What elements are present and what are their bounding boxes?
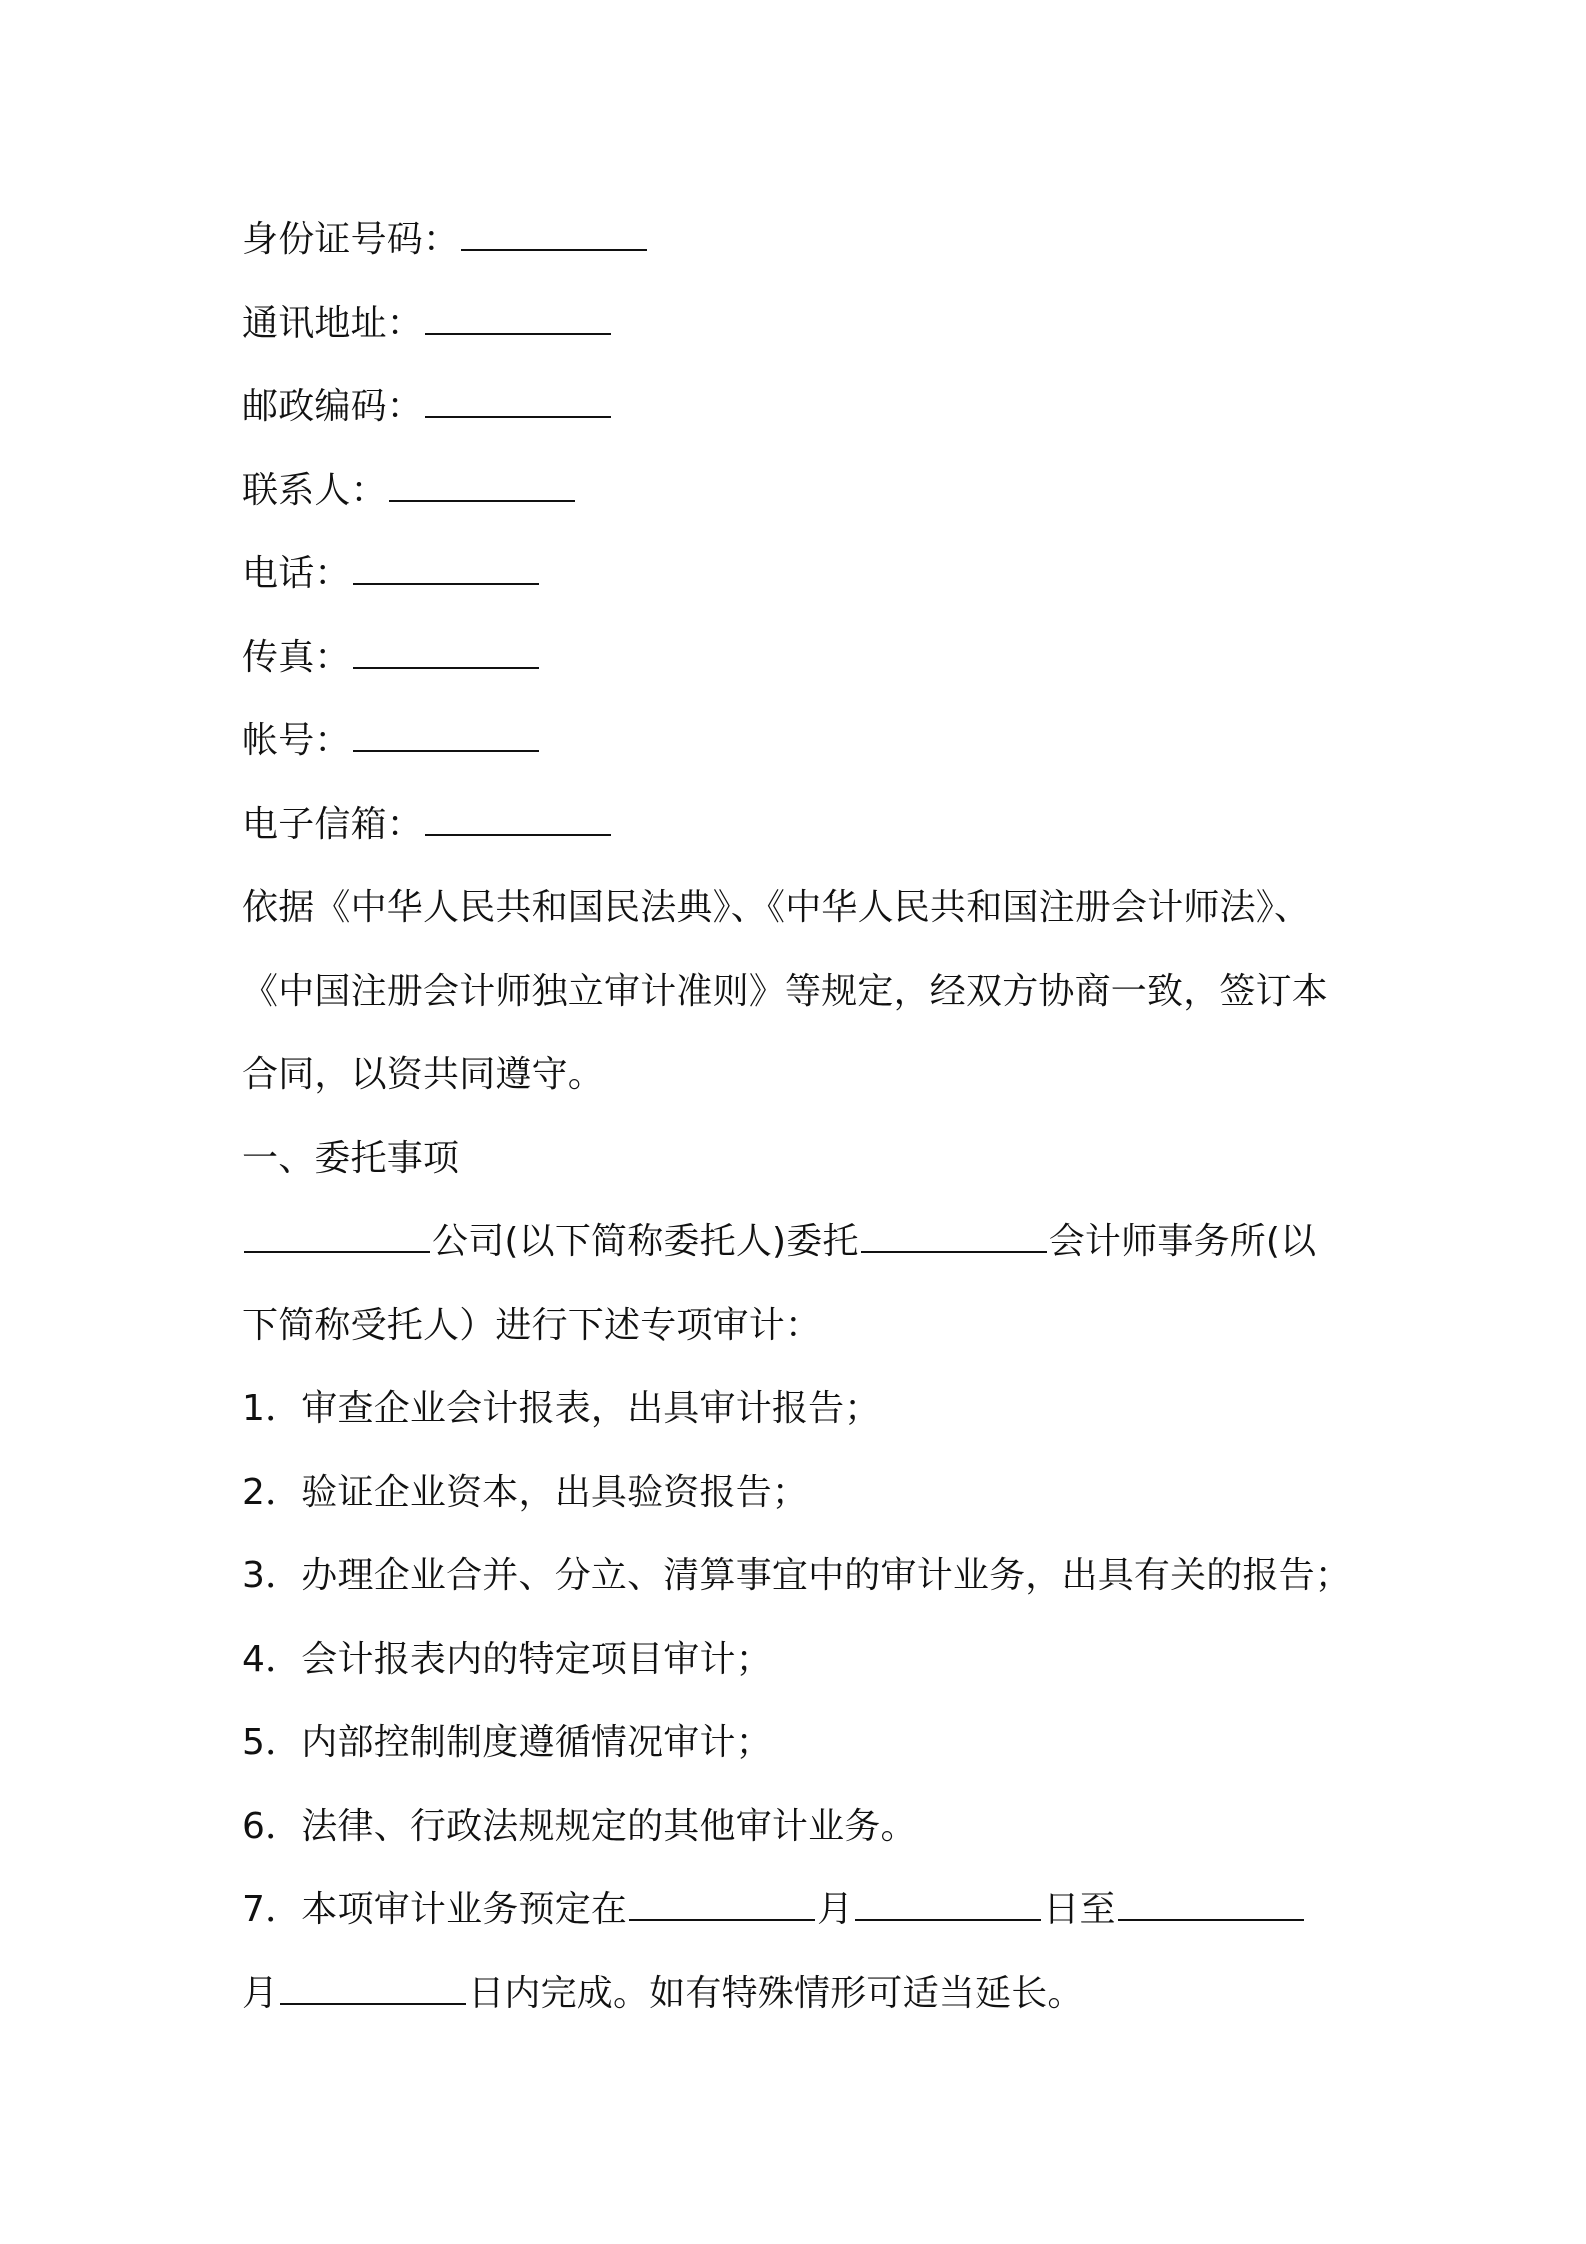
section-heading: 一、委托事项 (242, 1137, 460, 1179)
item7-text: 7．本项审计业务预定在 (242, 1889, 628, 1930)
fill-blank (353, 637, 539, 669)
fill-blank (425, 804, 611, 836)
document-content (242, 198, 1372, 2035)
list-item: 5．内部控制制度遵循情况审计； (242, 1722, 772, 1763)
fill-blank (244, 1221, 430, 1253)
fill-blank (389, 470, 575, 502)
field-phone (242, 532, 1372, 616)
list-item-7-line-1 (242, 1868, 1372, 1952)
list-item: 1．审查企业会计报表，出具审计报告； (242, 1388, 881, 1429)
field-email (242, 783, 1372, 867)
preamble-line-1: 依据《中华人民共和国民法典》、《中华人民共和国注册会计师法》、 (242, 887, 1311, 928)
item7-text: 月 (817, 1889, 854, 1930)
fill-blank (629, 1889, 815, 1921)
item7-text: 月 (242, 1972, 279, 2014)
field-id-number (242, 198, 1372, 282)
field-label: 联系人： (242, 469, 387, 511)
intro-text: 会计师事务所(以 (1048, 1221, 1317, 1262)
fill-blank (425, 303, 611, 335)
field-account (242, 699, 1372, 783)
list-item: 4．会计报表内的特定项目审计； (242, 1638, 772, 1680)
section-intro-line-1 (242, 1200, 1372, 1284)
list-item: 3．办理企业合并、分立、清算事宜中的审计业务，出具有关的报告； (242, 1555, 1352, 1596)
field-postcode (242, 365, 1372, 449)
preamble-line-3: 合同，以资共同遵守。 (242, 1054, 605, 1095)
fill-blank (461, 219, 647, 251)
fill-blank (425, 386, 611, 418)
fill-blank (353, 720, 539, 752)
field-label: 电话： (242, 553, 351, 594)
field-address (242, 282, 1372, 366)
list-item-7-line-2 (242, 1952, 1372, 2036)
field-label: 电子信箱： (242, 803, 424, 845)
field-label: 通讯地址： (242, 302, 424, 344)
field-contact-person (242, 449, 1372, 533)
intro-text: 公司(以下简称委托人)委托 (432, 1221, 859, 1262)
field-label: 邮政编码： (242, 386, 424, 427)
section-intro-line-2: 下简称受托人）进行下述专项审计： (242, 1304, 822, 1346)
field-fax (242, 616, 1372, 700)
fill-blank (861, 1221, 1047, 1253)
field-label: 帐号： (242, 720, 351, 761)
list-item: 2．验证企业资本，出具验资报告； (242, 1471, 809, 1513)
fill-blank (280, 1973, 466, 2005)
field-label: 传真： (242, 636, 351, 678)
preamble-line-2: 《中国注册会计师独立审计准则》等规定，经双方协商一致，签订本 (242, 970, 1329, 1012)
list-item: 6．法律、行政法规规定的其他审计业务。 (242, 1805, 917, 1847)
field-label: 身份证号码： (242, 219, 460, 260)
item7-text: 日内完成。如有特殊情形可适当延长。 (468, 1972, 1084, 2014)
item7-text: 日至 (1043, 1889, 1116, 1930)
fill-blank (855, 1889, 1041, 1921)
fill-blank (1118, 1889, 1304, 1921)
fill-blank (353, 553, 539, 585)
